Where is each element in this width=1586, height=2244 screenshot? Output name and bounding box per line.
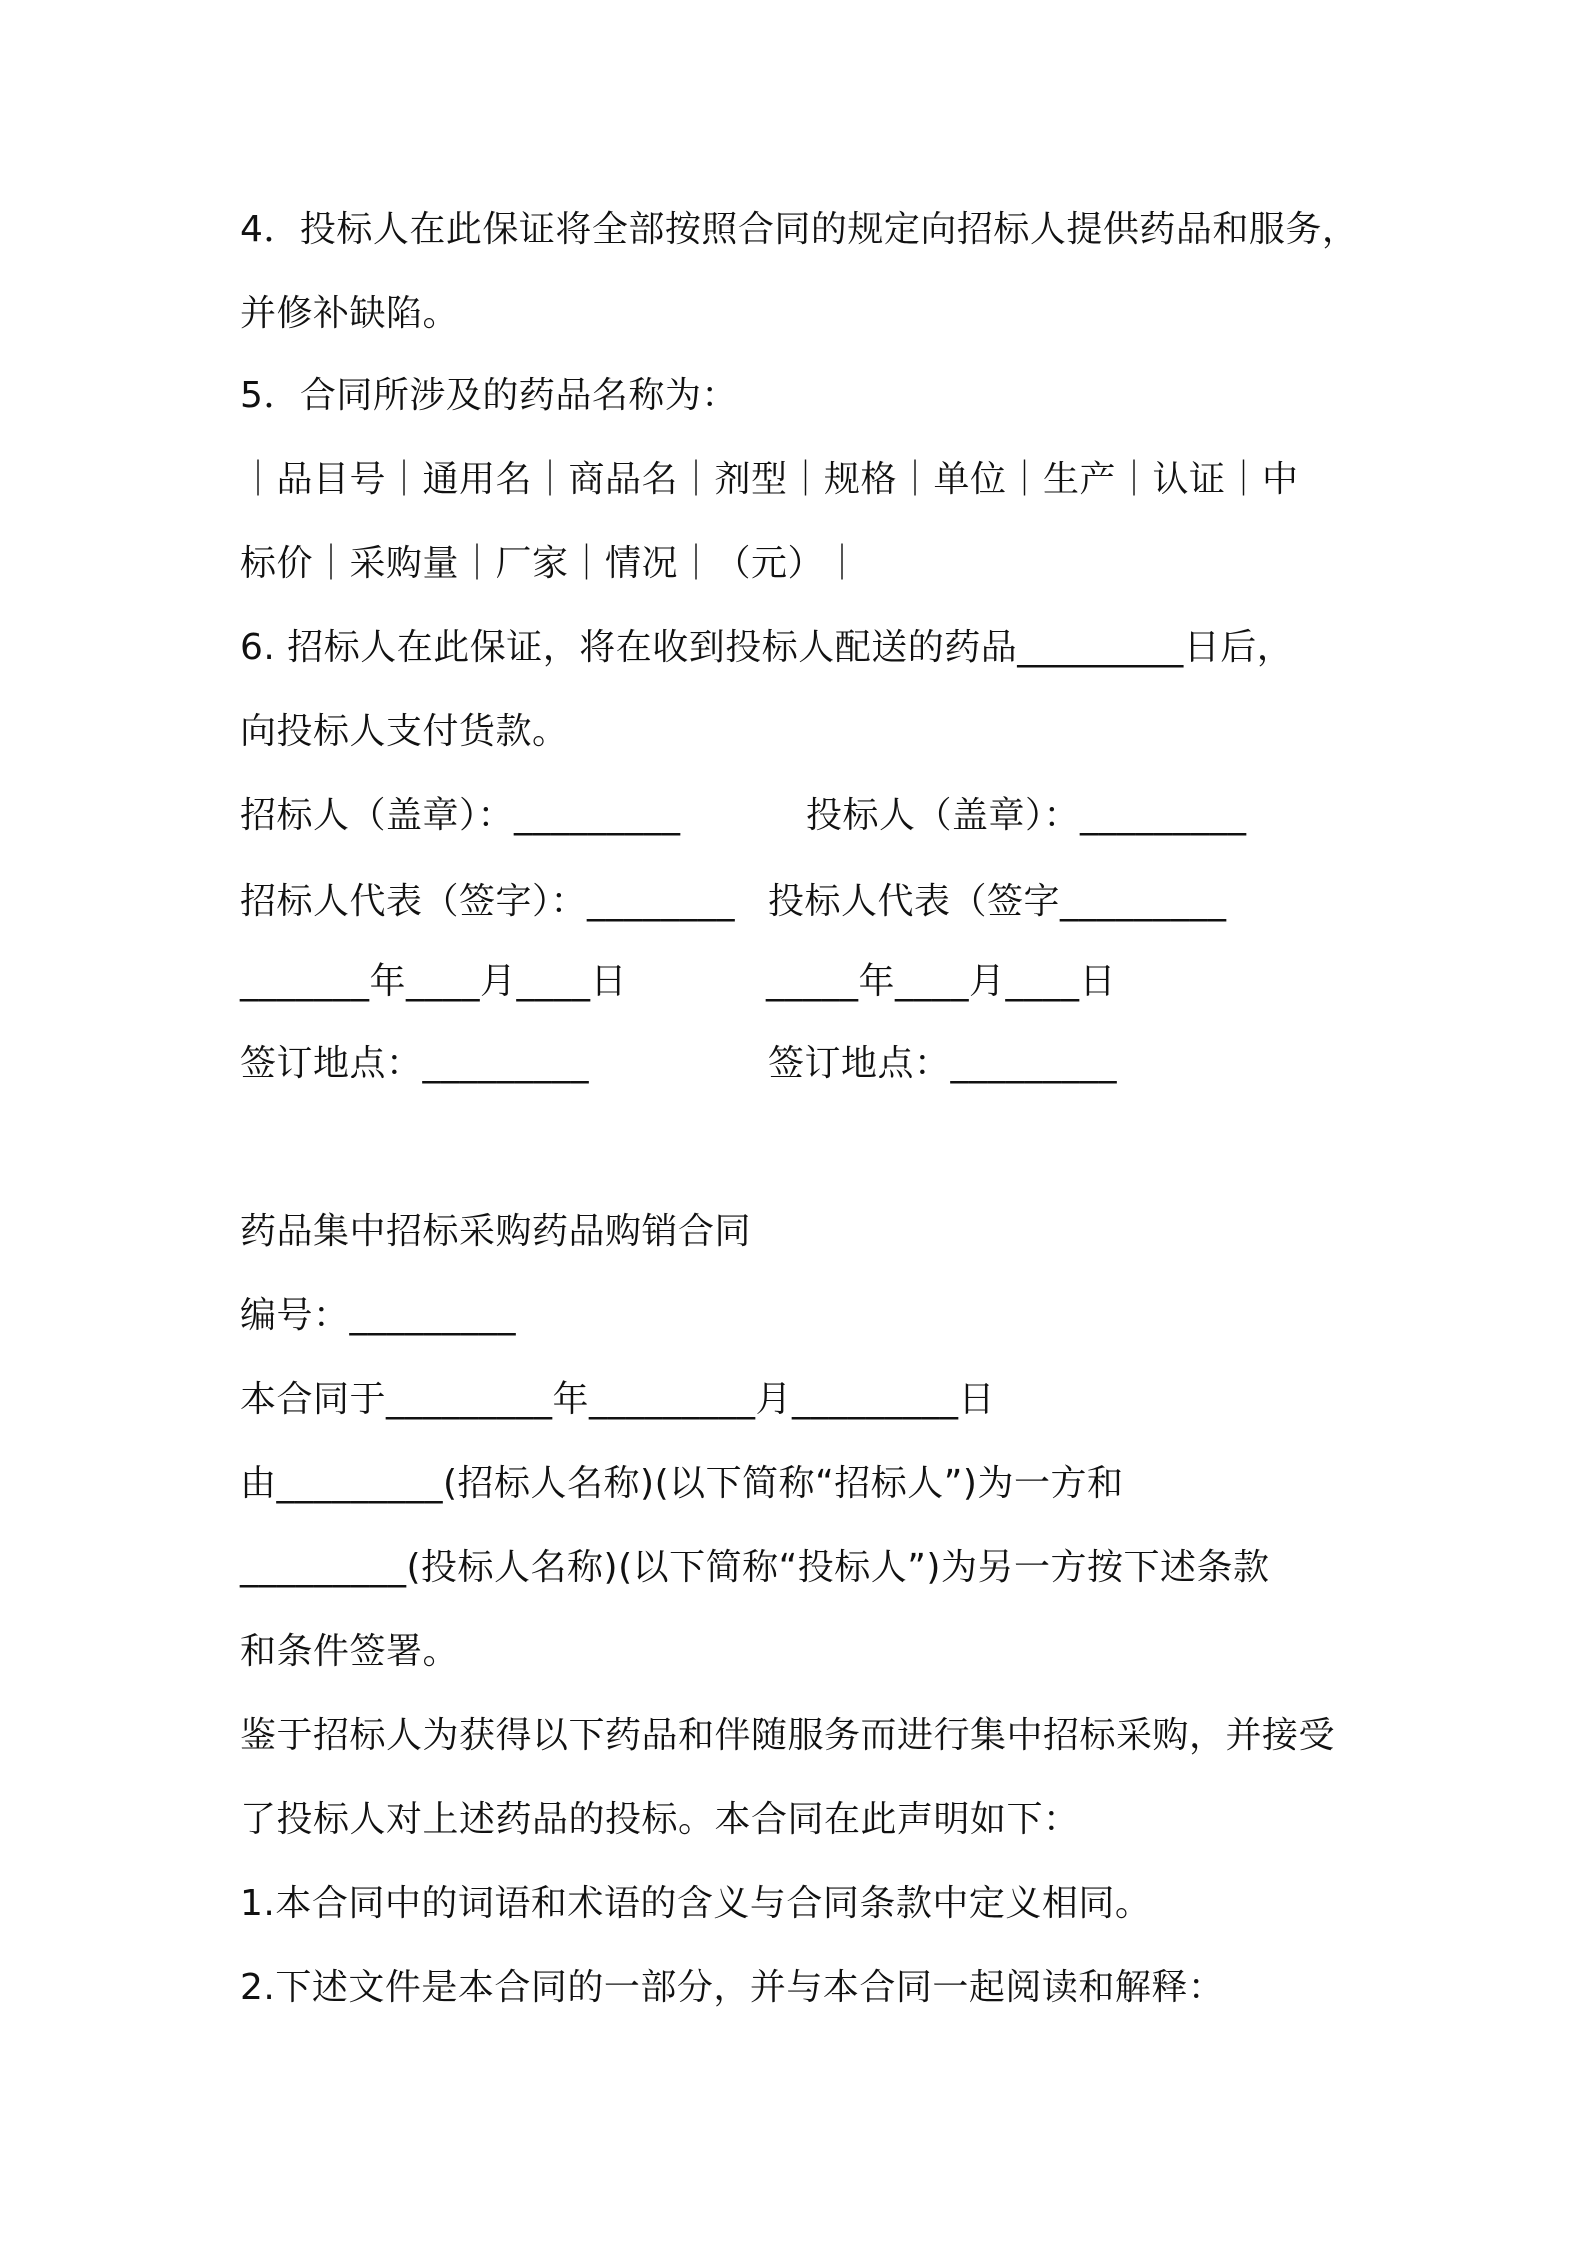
drug-table-header-line1: ｜品目号｜通用名｜商品名｜剂型｜规格｜单位｜生产｜认证｜中 — [240, 459, 1299, 500]
item6-line1: 6. 招标人在此保证，将在收到投标人配送的药品_________日后， — [240, 627, 1294, 668]
party-a-place: 签订地点：_________ — [240, 1043, 590, 1084]
drug-table-header-line2: 标价｜采购量｜厂家｜情况｜（元）｜ — [240, 543, 861, 584]
party-a-date: _______年____月____日 — [240, 961, 628, 1002]
clause-2: 2.下述文件是本合同的一部分，并与本合同一起阅读和解释： — [240, 1967, 1225, 2008]
party-b-date: _____年____月____日 — [766, 961, 1117, 1002]
contract-title: 药品集中招标采购药品购销合同 — [240, 1211, 752, 1252]
party-b-place: 签订地点：_________ — [768, 1043, 1118, 1084]
party-a-seal: 招标人（盖章）：_________ — [240, 795, 681, 836]
item5-heading: 5．合同所涉及的药品名称为： — [240, 375, 738, 416]
contract-date-line: 本合同于_________年_________月_________日 — [240, 1379, 996, 1420]
contract-number: 编号：_________ — [240, 1295, 517, 1336]
whereas-line2: 了投标人对上述药品的投标。本合同在此声明如下： — [240, 1799, 1080, 1840]
item4-line1: 4．投标人在此保证将全部按照合同的规定向招标人提供药品和服务， — [240, 209, 1359, 250]
representative-row — [240, 878, 1227, 926]
place-row — [240, 1040, 1118, 1088]
seal-row — [240, 792, 1247, 840]
parties-line2: _________(投标人名称)(以下简称“投标人”)为另一方按下述条款 — [240, 1547, 1270, 1588]
whereas-line1: 鉴于招标人为获得以下药品和伴随服务而进行集中招标采购，并接受 — [240, 1715, 1336, 1756]
item6-line2: 向投标人支付货款。 — [240, 711, 569, 752]
party-b-seal: 投标人（盖章）：_________ — [806, 795, 1247, 836]
item4-line2: 并修补缺陷。 — [240, 293, 460, 334]
parties-line1: 由_________(招标人名称)(以下简称“招标人”)为一方和 — [240, 1463, 1124, 1504]
clause-1: 1.本合同中的词语和术语的含义与合同条款中定义相同。 — [240, 1883, 1152, 1924]
party-b-representative: 投标人代表（签字_________ — [768, 881, 1227, 922]
party-a-representative: 招标人代表（签字）：________ — [240, 881, 736, 922]
date-row — [240, 958, 1117, 1006]
parties-line3: 和条件签署。 — [240, 1631, 460, 1672]
